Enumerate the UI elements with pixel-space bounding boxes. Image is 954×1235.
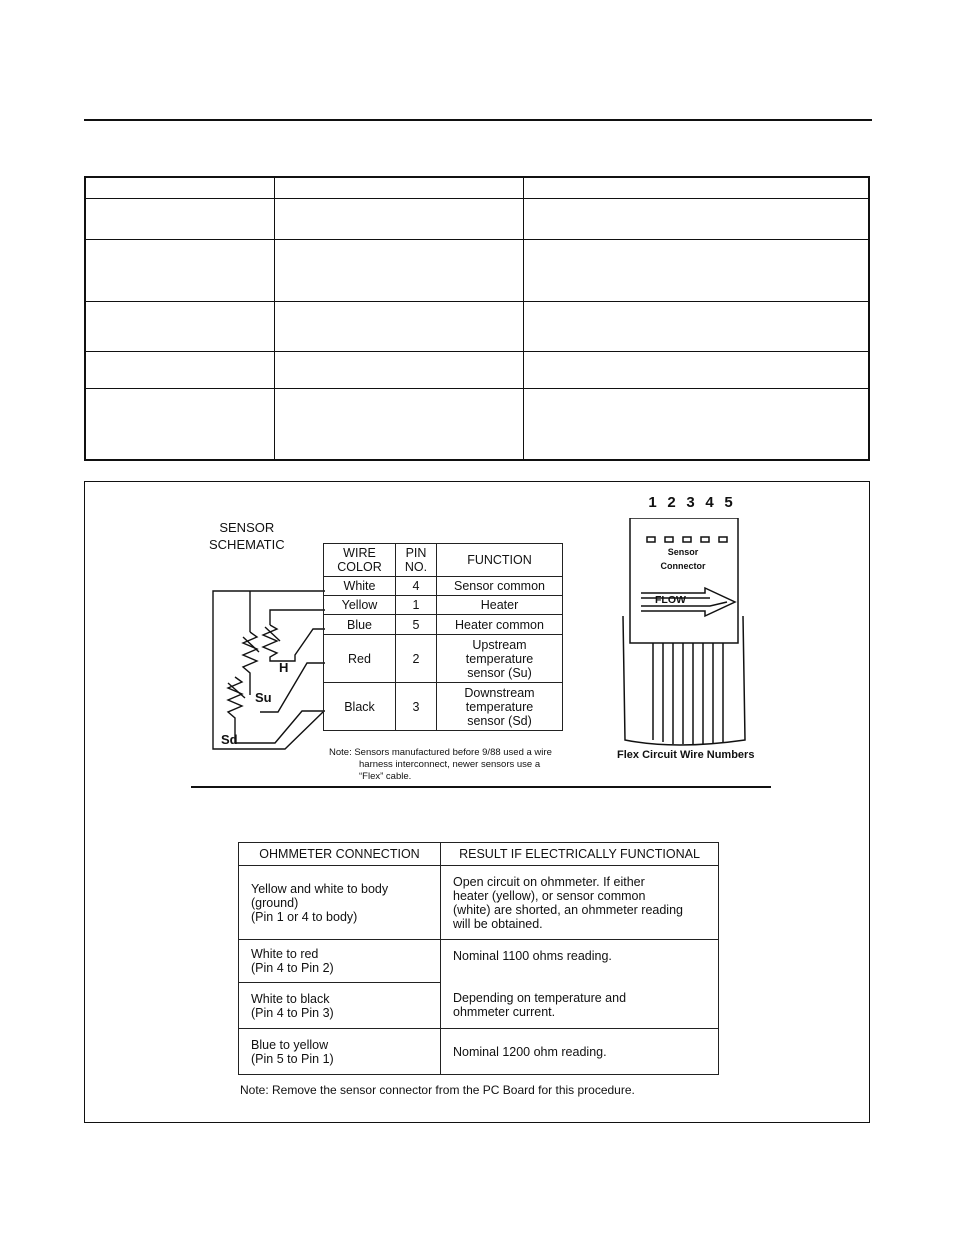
header-rule [84, 119, 872, 121]
pin-cell: 3 [396, 683, 437, 731]
table-divider [523, 178, 524, 459]
pin-cell: 5 [396, 615, 437, 635]
table-divider [86, 239, 868, 240]
table-divider [274, 178, 275, 459]
connector-label-line2: Connector [660, 561, 706, 571]
sensor-note-line3: “Flex” cable. [359, 771, 412, 782]
pin-number: 4 [705, 494, 714, 511]
wire-color-cell: Red [324, 635, 396, 683]
function-cell: Heater common [437, 615, 563, 635]
table-row [239, 1029, 719, 1075]
result-cell: Open circuit on ohmmeter. If either heater (yellow), or sensor common (white) are shorted, an ohmmeter reading will be obtained. [441, 866, 719, 940]
table-row [239, 940, 719, 983]
header-function: FUNCTION [437, 544, 563, 577]
pin-number: 1 [648, 494, 657, 511]
table-divider [86, 388, 868, 389]
pin-number: 2 [667, 494, 676, 511]
connection-cell: Yellow and white to body (ground) (Pin 1 or 4 to body) [239, 866, 441, 940]
empty-table [84, 176, 870, 461]
flex-caption: Flex Circuit Wire Numbers [617, 749, 755, 761]
header-ohmmeter-connection: OHMMETER CONNECTION [239, 843, 441, 866]
pin-number: 5 [724, 494, 733, 511]
sensor-note-line1: Note: Sensors manufactured before 9/88 used a wire [329, 747, 552, 758]
function-cell: Sensor common [437, 577, 563, 596]
result-cell: Depending on temperature and ohmmeter current. [441, 983, 719, 1029]
wire-color-cell: White [324, 577, 396, 596]
wire-color-cell: Black [324, 683, 396, 731]
table-row [324, 683, 563, 731]
sensor-note [329, 747, 579, 783]
sensor-note-line2: harness interconnect, newer sensors use a [359, 759, 541, 770]
result-cell: Nominal 1200 ohm reading. [441, 1029, 719, 1075]
table-row [324, 615, 563, 635]
table-divider [86, 198, 868, 199]
table-divider [86, 301, 868, 302]
function-cell: Upstream temperature sensor (Su) [437, 635, 563, 683]
pin-cell: 1 [396, 596, 437, 615]
pin-cell: 2 [396, 635, 437, 683]
ohmmeter-table [238, 842, 719, 1075]
wire-color-cell: Yellow [324, 596, 396, 615]
pin-number: 3 [686, 494, 695, 511]
table-row [324, 596, 563, 615]
flow-label: FLOW [655, 594, 686, 606]
table-row [239, 983, 719, 1029]
schematic-title-line1: SENSOR [219, 520, 275, 535]
connector-label-line1: Sensor [667, 547, 699, 557]
connection-cell: Blue to yellow (Pin 5 to Pin 1) [239, 1029, 441, 1075]
wire-table-header [324, 544, 563, 577]
figure-separator [191, 786, 771, 788]
result-cell: Nominal 1100 ohms reading. [441, 940, 719, 983]
resistor-label-su: Su [255, 690, 272, 705]
connection-cell: White to black (Pin 4 to Pin 3) [239, 983, 441, 1029]
figure-frame [84, 481, 870, 1123]
sensor-schematic-drawing [195, 577, 335, 757]
ohmmeter-note: Note: Remove the sensor connector from the PC Board for this procedure. [240, 1083, 635, 1097]
wire-color-cell: Blue [324, 615, 396, 635]
table-row [324, 577, 563, 596]
header-pin-no: PIN NO. [396, 544, 437, 577]
header-wire-color: WIRE COLOR [324, 544, 396, 577]
resistor-label-sd: Sd [221, 732, 238, 747]
pin-cell: 4 [396, 577, 437, 596]
table-row [239, 866, 719, 940]
wire-color-table [323, 543, 563, 731]
resistor-label-h: H [279, 660, 289, 675]
connector-label [653, 545, 713, 573]
schematic-title-line2: SCHEMATIC [209, 537, 285, 552]
schematic-title [209, 519, 285, 553]
table-divider [86, 351, 868, 352]
ohm-table-header [239, 843, 719, 866]
function-cell: Heater [437, 596, 563, 615]
function-cell: Downstream temperature sensor (Sd) [437, 683, 563, 731]
connector-pin-numbers [643, 494, 738, 511]
connection-cell: White to red (Pin 4 to Pin 2) [239, 940, 441, 983]
table-row [324, 635, 563, 683]
header-result: RESULT IF ELECTRICALLY FUNCTIONAL [441, 843, 719, 866]
